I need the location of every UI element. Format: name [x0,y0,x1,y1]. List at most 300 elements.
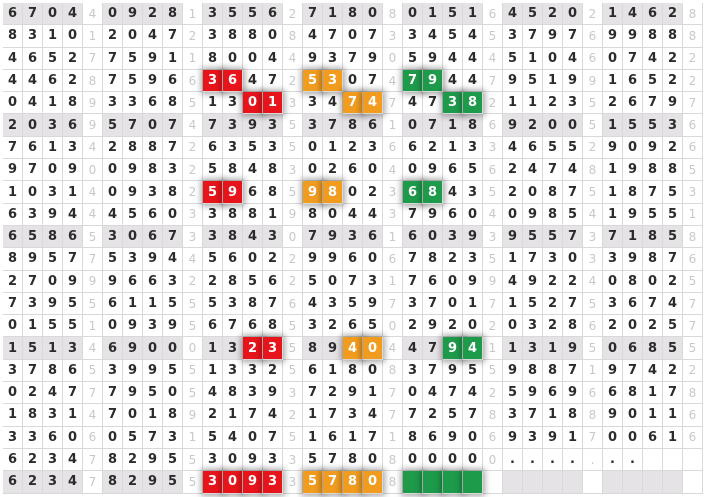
separator-digit: 3 [283,159,303,181]
grid-cell: 8 [623,181,643,203]
grid-cell: 9 [143,360,163,382]
grid-cell: 6 [143,204,163,226]
separator-digit: 2 [283,3,303,25]
grid-cell: 5 [663,226,683,248]
separator-digit: 2 [683,70,703,92]
grid-cell: 0 [323,271,343,293]
grid-cell: 4 [343,337,363,359]
grid-cell: 6 [643,427,663,449]
grid-cell: 4 [63,471,83,493]
grid-cell: 2 [543,271,563,293]
grid-cell: 2 [3,271,23,293]
grid-cell: 5 [663,337,683,359]
grid-cell: 0 [623,137,643,159]
grid-cell [523,471,543,493]
grid-cell: 6 [223,248,243,270]
grid-cell: 8 [343,114,363,136]
grid-cell: 0 [603,48,623,70]
grid-cell: 4 [3,70,23,92]
separator-digit [583,471,603,493]
grid-cell: 8 [243,293,263,315]
grid-cell: 0 [303,159,323,181]
grid-cell: 2 [403,315,423,337]
grid-cell: 1 [543,70,563,92]
grid-cell: 3 [523,427,543,449]
grid-cell: 7 [3,137,23,159]
grid-cell: 3 [323,70,343,92]
separator-digit: 2 [483,382,503,404]
grid-cell: 4 [63,3,83,25]
grid-cell: 1 [203,92,223,114]
separator-digit: 5 [683,159,703,181]
grid-cell: 1 [523,92,543,114]
separator-digit: 3 [383,181,403,203]
grid-cell: 8 [223,204,243,226]
separator-digit: 4 [83,404,103,426]
grid-cell: 3 [143,181,163,203]
grid-cell: 4 [23,70,43,92]
separator-digit: 0 [483,449,503,471]
grid-cell: 7 [163,25,183,47]
grid-cell: 3 [403,360,423,382]
separator-digit: 5 [283,137,303,159]
grid-cell: 7 [323,404,343,426]
grid-cell: 2 [363,181,383,203]
grid-cell: 0 [243,427,263,449]
separator-digit: 4 [83,137,103,159]
grid-cell: 4 [303,293,323,315]
separator-digit: 7 [83,48,103,70]
separator-digit: 6 [383,248,403,270]
grid-cell: 1 [603,114,623,136]
grid-cell: 7 [323,114,343,136]
grid-cell: 8 [563,315,583,337]
grid-cell: 3 [203,449,223,471]
separator-digit: 1 [383,271,403,293]
grid-cell: 8 [343,3,363,25]
grid-cell: 7 [303,382,323,404]
grid-cell: 7 [103,382,123,404]
grid-cell: 9 [423,70,443,92]
separator-digit: 5 [283,315,303,337]
grid-cell: 2 [63,48,83,70]
grid-cell: 2 [143,3,163,25]
separator-digit: 7 [483,70,503,92]
grid-cell: . [543,449,563,471]
grid-cell: 7 [523,25,543,47]
grid-cell: 2 [503,159,523,181]
grid-cell: 3 [203,3,223,25]
grid-cell: 1 [663,427,683,449]
grid-cell: 4 [503,271,523,293]
separator-digit: 4 [183,114,203,136]
grid-cell: 0 [123,25,143,47]
grid-cell: 0 [503,315,523,337]
grid-cell: 3 [303,92,323,114]
grid-cell: 5 [663,204,683,226]
grid-cell: 0 [63,25,83,47]
grid-cell: 4 [623,3,643,25]
grid-cell: 3 [43,181,63,203]
grid-cell [643,449,663,471]
grid-cell: 4 [423,382,443,404]
separator-digit: 8 [383,360,403,382]
grid-cell: 9 [323,226,343,248]
separator-digit: 4 [583,271,603,293]
grid-cell: 3 [163,159,183,181]
grid-cell: 8 [23,404,43,426]
grid-cell: 7 [543,159,563,181]
grid-cell: 3 [43,404,63,426]
grid-cell: 7 [303,226,323,248]
grid-cell: 7 [363,70,383,92]
grid-cell: 9 [563,337,583,359]
separator-digit: 2 [183,271,203,293]
grid-cell: 8 [643,226,663,248]
grid-cell: 0 [563,114,583,136]
separator-digit: 1 [183,48,203,70]
grid-cell: 7 [523,248,543,270]
grid-cell: 1 [163,48,183,70]
grid-cell: 4 [403,337,423,359]
grid-cell: 5 [23,337,43,359]
grid-cell [543,471,563,493]
grid-cell: 3 [23,204,43,226]
grid-cell: 0 [363,248,383,270]
grid-cell: 2 [663,3,683,25]
grid-cell: 9 [663,92,683,114]
separator-digit [483,471,503,493]
grid-cell: 8 [323,181,343,203]
grid-cell: 7 [663,382,683,404]
grid-cell: 9 [223,181,243,203]
separator-digit: 6 [483,114,503,136]
grid-cell: 8 [63,92,83,114]
separator-digit [683,471,703,493]
grid-cell: 3 [523,337,543,359]
grid-cell: 7 [563,226,583,248]
grid-cell: 9 [303,181,323,203]
separator-digit: 5 [283,337,303,359]
grid-cell: 0 [43,271,63,293]
grid-cell: 0 [163,382,183,404]
grid-cell: 3 [303,315,323,337]
grid-cell: 8 [243,204,263,226]
grid-cell: 0 [343,25,363,47]
grid-cell: 3 [603,248,623,270]
grid-cell: 5 [523,70,543,92]
grid-cell: 1 [423,3,443,25]
separator-digit: 5 [283,114,303,136]
grid-cell: 0 [543,48,563,70]
grid-cell: 2 [203,404,223,426]
grid-cell: 8 [203,48,223,70]
grid-cell: 8 [143,159,163,181]
separator-digit: 3 [283,382,303,404]
grid-cell: 4 [23,92,43,114]
separator-digit: 8 [583,404,603,426]
grid-cell: 6 [163,70,183,92]
grid-cell: 1 [343,427,363,449]
separator-digit: 6 [683,137,703,159]
grid-cell: 2 [423,137,443,159]
grid-cell: 3 [263,226,283,248]
grid-cell: 1 [3,404,23,426]
grid-cell: 0 [603,337,623,359]
grid-cell: 4 [443,70,463,92]
grid-cell: 3 [23,293,43,315]
separator-digit: 7 [83,471,103,493]
grid-cell: 8 [343,360,363,382]
grid-cell: 8 [263,181,283,203]
grid-cell: 7 [163,137,183,159]
grid-cell: 0 [603,271,623,293]
grid-cell: 5 [23,226,43,248]
grid-cell: 1 [143,404,163,426]
separator-digit: 6 [583,48,603,70]
grid-cell: 9 [543,25,563,47]
separator-digit: 1 [383,226,403,248]
separator-digit: 3 [283,449,303,471]
grid-cell: 1 [63,181,83,203]
grid-cell: 9 [123,3,143,25]
grid-cell: 1 [463,293,483,315]
grid-cell: 3 [223,293,243,315]
grid-cell: 6 [123,271,143,293]
grid-cell: 4 [243,159,263,181]
separator-digit: 5 [183,471,203,493]
grid-cell: 6 [343,159,363,181]
grid-cell: 4 [263,404,283,426]
grid-cell: 1 [443,114,463,136]
grid-cell: 9 [323,337,343,359]
grid-cell: 0 [343,181,363,203]
grid-cell: 2 [503,181,523,203]
grid-cell: 0 [343,70,363,92]
grid-cell: 7 [643,181,663,203]
grid-cell: 7 [403,204,423,226]
grid-cell: 9 [363,293,383,315]
grid-cell: 0 [403,159,423,181]
separator-digit: 4 [183,248,203,270]
grid-cell: 7 [643,92,663,114]
separator-digit: 2 [483,92,503,114]
grid-cell: 5 [43,48,63,70]
separator-digit: 6 [283,293,303,315]
separator-digit: 7 [383,92,403,114]
grid-cell: 7 [123,114,143,136]
grid-cell: 5 [163,360,183,382]
grid-cell: . [523,449,543,471]
grid-cell: 5 [303,70,323,92]
grid-cell: 7 [63,382,83,404]
grid-cell: 2 [543,3,563,25]
separator-digit [683,449,703,471]
grid-cell: 7 [23,271,43,293]
separator-digit: 8 [283,25,303,47]
grid-cell: 1 [523,48,543,70]
grid-cell: 4 [463,48,483,70]
grid-cell: 2 [663,360,683,382]
grid-cell: 8 [543,181,563,203]
grid-cell: 8 [263,159,283,181]
grid-cell: 3 [143,315,163,337]
grid-cell: 7 [103,70,123,92]
grid-cell: 0 [523,181,543,203]
separator-digit: 3 [683,181,703,203]
separator-digit: 5 [183,449,203,471]
grid-cell: 5 [543,137,563,159]
separator-digit: 1 [183,3,203,25]
grid-cell: 1 [603,70,623,92]
separator-digit: 5 [283,427,303,449]
separator-digit: 7 [483,293,503,315]
grid-cell: 9 [623,159,643,181]
grid-cell: 0 [143,337,163,359]
grid-cell: 3 [203,226,223,248]
grid-cell: 0 [63,427,83,449]
grid-cell: 5 [163,293,183,315]
separator-digit: 5 [483,360,503,382]
grid-cell: 7 [203,114,223,136]
grid-cell [423,471,443,493]
grid-cell: 4 [103,204,123,226]
grid-cell: 3 [663,114,683,136]
grid-cell: 0 [103,159,123,181]
grid-cell: 1 [43,137,63,159]
grid-cell: 9 [623,204,643,226]
separator-digit: 2 [183,137,203,159]
grid-cell: 6 [623,70,643,92]
grid-cell: 5 [63,315,83,337]
grid-cell: 3 [503,404,523,426]
grid-cell: 9 [143,248,163,270]
grid-cell: 0 [423,449,443,471]
grid-cell: 4 [323,92,343,114]
separator-digit: 4 [83,181,103,203]
separator-digit: 8 [683,382,703,404]
grid-cell: 4 [43,382,63,404]
separator-digit: 8 [83,70,103,92]
separator-digit: 5 [183,293,203,315]
grid-cell: 8 [223,25,243,47]
grid-cell: 6 [623,337,643,359]
separator-digit: 3 [383,204,403,226]
separator-digit: 6 [683,248,703,270]
grid-cell: 3 [23,25,43,47]
separator-digit: 9 [583,70,603,92]
grid-cell: 2 [423,404,443,426]
grid-cell: 9 [123,360,143,382]
grid-cell: 4 [203,382,223,404]
grid-cell: 7 [363,25,383,47]
grid-cell: 4 [243,70,263,92]
separator-digit: 8 [683,226,703,248]
separator-digit: 4 [383,159,403,181]
separator-digit: 8 [683,3,703,25]
grid-cell: 0 [463,449,483,471]
grid-cell: 1 [543,404,563,426]
grid-cell: 4 [643,48,663,70]
grid-cell: 2 [323,159,343,181]
grid-cell: 3 [323,48,343,70]
separator-digit: 4 [83,3,103,25]
separator-digit: 7 [683,315,703,337]
grid-cell: 2 [123,471,143,493]
grid-cell: 8 [403,427,423,449]
separator-digit: 7 [383,382,403,404]
separator-digit: 2 [683,48,703,70]
grid-cell: 9 [143,449,163,471]
grid-cell: 7 [403,271,423,293]
grid-cell: 9 [443,360,463,382]
separator-digit: 5 [83,293,103,315]
grid-cell: 2 [103,137,123,159]
grid-cell: 0 [623,404,643,426]
grid-cell: 0 [43,159,63,181]
grid-cell: 8 [563,404,583,426]
grid-cell: 5 [643,204,663,226]
grid-cell: 7 [303,3,323,25]
grid-cell: 6 [223,70,243,92]
grid-cell: 9 [523,204,543,226]
grid-cell: 9 [603,137,623,159]
separator-digit: 9 [483,271,503,293]
grid-cell: 7 [563,293,583,315]
grid-cell: 1 [43,25,63,47]
grid-cell: 5 [123,204,143,226]
grid-cell: 3 [263,449,283,471]
separator-digit: 5 [183,92,203,114]
grid-cell: 8 [43,360,63,382]
grid-cell: 7 [23,159,43,181]
grid-cell: 6 [63,114,83,136]
separator-digit: 5 [583,92,603,114]
grid-cell: 2 [443,248,463,270]
grid-cell: 9 [643,137,663,159]
grid-cell: 2 [663,70,683,92]
separator-digit: 2 [483,315,503,337]
grid-cell: 6 [243,181,263,203]
grid-cell: 7 [623,48,643,70]
separator-digit: 0 [383,48,403,70]
grid-cell: 1 [303,427,323,449]
grid-cell: 6 [203,315,223,337]
grid-cell: 1 [43,92,63,114]
grid-cell: 8 [223,159,243,181]
grid-cell: 5 [103,114,123,136]
grid-cell: 8 [423,248,443,270]
grid-cell: 9 [503,360,523,382]
grid-cell: 9 [63,271,83,293]
grid-cell: 7 [63,248,83,270]
grid-cell [403,471,423,493]
number-grid [3,3,703,494]
grid-cell: 5 [123,48,143,70]
grid-cell: 0 [303,137,323,159]
grid-cell: 3 [163,427,183,449]
grid-cell: 0 [443,449,463,471]
separator-digit: 4 [383,337,403,359]
grid-cell: 3 [323,293,343,315]
grid-cell: 3 [223,114,243,136]
grid-cell: 5 [503,382,523,404]
grid-cell: 4 [343,204,363,226]
grid-cell: 3 [223,337,243,359]
grid-cell: 1 [123,293,143,315]
grid-cell: 0 [223,471,243,493]
grid-cell: 0 [243,48,263,70]
